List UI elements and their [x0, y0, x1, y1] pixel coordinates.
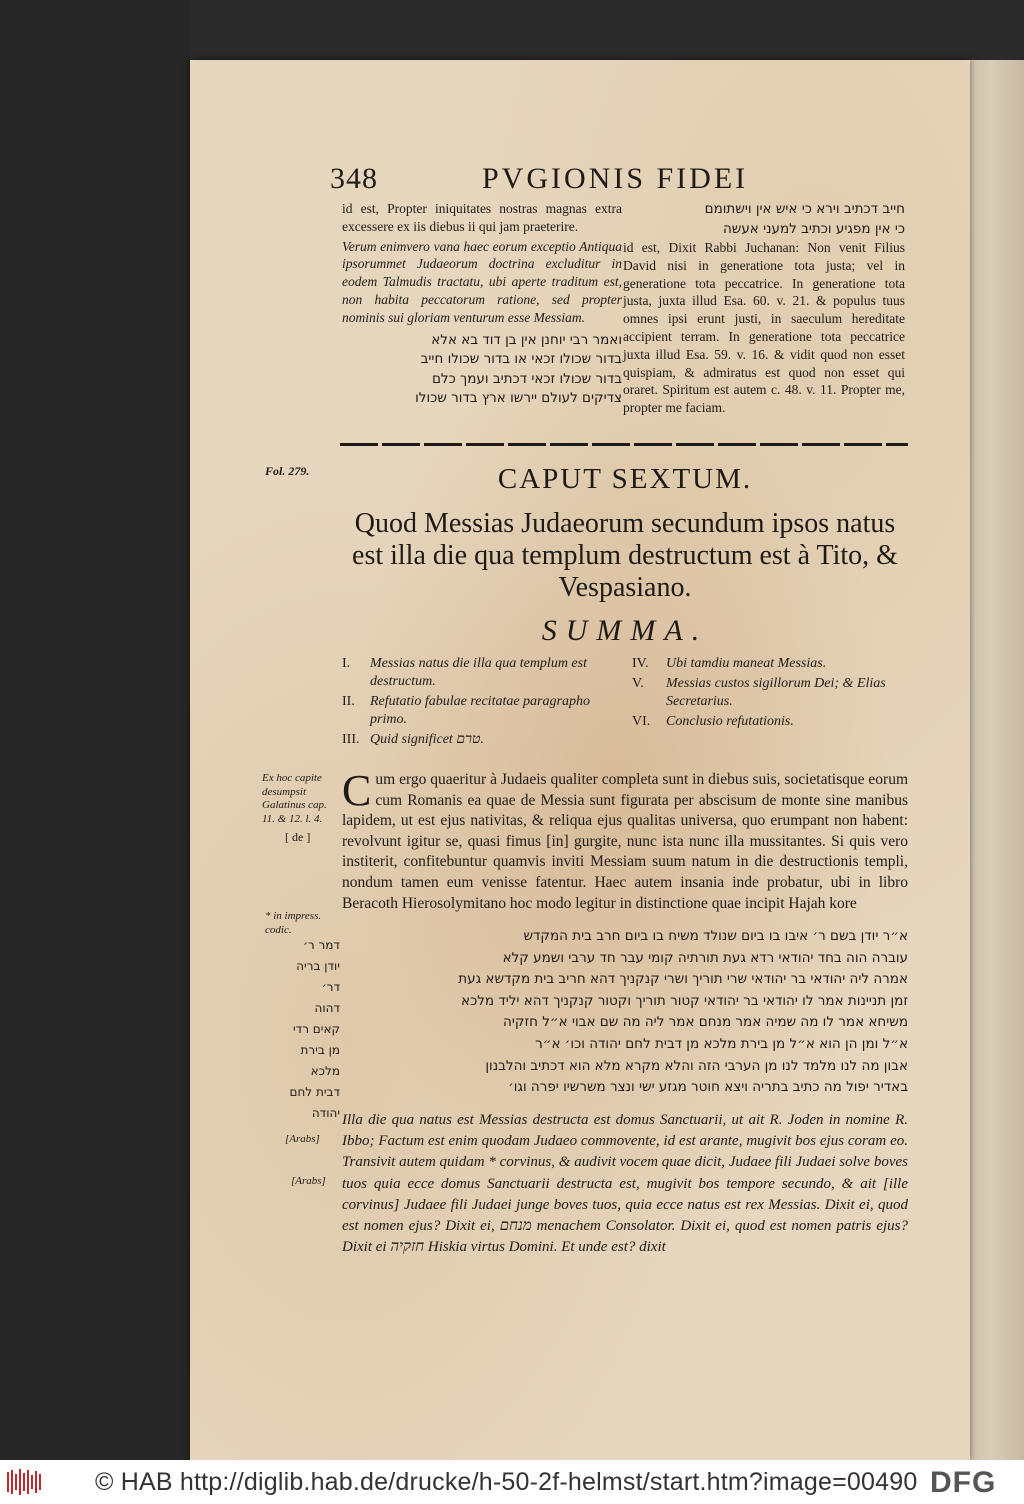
summary-item [342, 731, 627, 749]
running-title: PVGIONIS FIDEI [482, 162, 749, 195]
chapter-title: CAPUT SEXTUM. [497, 463, 753, 495]
hebrew-margin-line: דהוה [314, 1001, 340, 1015]
left-intro: id est, Propter iniquitates nostras magnas extra excessere ex iis diebus ii qui jam praeterire. [342, 201, 622, 234]
summary-num: VI. [632, 714, 651, 729]
summary-num: IV. [632, 656, 649, 671]
left-hebrew-block [342, 331, 622, 409]
summary-text: Messias custos sigillorum Dei; & Elias Secretarius. [666, 676, 886, 709]
hebrew-body-line: זמן תניינות אמר לו יהודאי בר יהודאי קטור תוריך וקטור קנקניך דהא יליד מלכא [461, 992, 908, 1009]
hebrew-body-line: אבון מה לנו מלמד לנו מן הערבי הזה והלא מקרא מלא הוא דכתיב והלבנון [485, 1057, 908, 1074]
hebrew-body-line: א״ר יודן בשם ר׳ איבו בו ביום שנולד משיח בו ביום חרב בית המקדש [523, 928, 908, 944]
hebrew-body-line: באדיר יפול מה כתיב בתריה ויצא חוטר מגזע ישי ונצר משרשיו יפרה וגו׳ [508, 1079, 908, 1096]
drop-cap: C [342, 766, 372, 815]
summary-left-list [342, 655, 627, 751]
dfg-logo: DFG [930, 1466, 997, 1499]
page-edge [970, 60, 1024, 1460]
hebrew-line: צדיקים לעולם יירשו ארץ בדור שכולו [415, 390, 622, 407]
folio-marker: Fol. 279. [265, 464, 310, 478]
hebrew-margin-line: דר׳ [321, 980, 340, 994]
hebrew-line: חייב דכתיב וירא כי איש אין וישתומם [704, 201, 905, 217]
hebrew-margin-line: יודן בריה [296, 959, 340, 973]
hab-logo-icon [6, 1468, 42, 1496]
summary-num: II. [342, 694, 355, 709]
summary-num: III. [342, 732, 360, 747]
hebrew-line: בדור שכולו זכאי או בדור שכולו חייב [420, 351, 622, 368]
hebrew-margin-line: יהודה [311, 1106, 340, 1120]
hebrew-margin-notes [258, 935, 340, 1124]
summary-item [342, 655, 627, 691]
copyright-link[interactable]: © HAB http://diglib.hab.de/drucke/h-50-2f-helmst/start.htm?image=00490 [95, 1468, 918, 1496]
hebrew-margin-line: מן בירת [300, 1043, 340, 1057]
margin-note-arabs: [Arabs] [285, 1133, 320, 1145]
summary-text: Conclusio refutationis. [666, 714, 794, 729]
summary-num: I. [342, 656, 351, 671]
scan-background [0, 0, 190, 1460]
page-number: 348 [330, 162, 378, 195]
hebrew-line: כי אין מפגיע וכתיב למעני אעשה [722, 220, 905, 237]
hebrew-body-line: א״ל ומן הן הוא א״ל מן בירת מלכא מן דבית לחם יהודה וכו׳ א״ר [535, 1035, 908, 1052]
hebrew-body-line: עוברה הוה בחד יהודאי רדא געת תורתיה קומי עבר חד ערבי ושמע קלא [502, 949, 908, 966]
chapter-subtitle: Quod Messias Judaeorum secundum ipsos natus est illa die qua templum destructum est à Tito, & Vespasiano. [352, 508, 898, 603]
hebrew-margin-line: דמר ר׳ [302, 938, 340, 952]
hebrew-line: ואמר רבי יוחנן אין בן דוד בא אלא [431, 331, 622, 348]
summary-num: V. [632, 676, 644, 691]
summary-text: Messias natus die illa qua templum est destructum. [370, 656, 587, 689]
right-text: id est, Dixit Rabbi Juchanan: Non venit Filius David nisi in generatione tota justa; vel in generatione tota peccatrice. In generatione tota justa, juxta illud Esa. 60. v. 21. & populus tuus omnes ipsi erunt justi, in saeculum hereditate accipient terram. In generatione tota peccatrice juxta illud Esa. 59. v. 16. & vidit quod non esset quispiam, & admiratus est quod non esset qui oraret. Spiritum est autem c. 48. v. 11. Propter me, propter me faciam. [623, 240, 905, 416]
summa-heading: SUMMA. [541, 614, 709, 647]
footer-bar [0, 1460, 1024, 1504]
latin-translation: Illa die qua natus est Messias destructa est domus Sanctuarii, ut ait R. Joden in nomine R. Ibbo; Factum est enim quodam Judaeo commovente, id est arante, mugivit bos ejus coram eo. Transivit autem quidam * corvinus, & audivit vocem quae dicit, Judaee fili Judaei solve boves tuos quia ecce domus Sanctuarii destructa est, mugivit bos tempore secundo, & ait [ille corvinus] Judaee fili Judaei junge boves tuos, quia ecce natus est rex Messias. Dixit ei, quod est nomen ejus? Dixit ei, מנחם menachem Consolator. Dixit ei, quod est nomen patris ejus? Dixit ei חזקיה Hiskia virtus Domini. Et unde est? dixit [342, 1112, 909, 1256]
chapter-body [342, 766, 908, 914]
body-paragraph: um ergo quaeritur à Judaeis qualiter completa sunt in diebus suis, societatisque eorum cum Romanis ea quae de Messia sunt figurata per abscisum de monte sine manibus lapidem, ut est ejus nativitas, & reliqua ejus qualitas universa, quo erumpant non habent: revolvunt igitur se, quasi fimus [in] gurgite, nunc ista nunc illa mussitantes. Si quis vero institerit, confitebuntur quamvis inviti Messiam suum natum in die destructionis templi, nondum tamen eum venisse fatentur. Haec autem insania inde probatur, ubi in libro Beracoth Hierosolymitano hoc modo legitur in distinctione quae incipit Hajah kore [342, 771, 908, 912]
hebrew-margin-line: קאים רדי [292, 1022, 340, 1036]
left-column [342, 200, 622, 409]
summary-item [632, 655, 912, 673]
hebrew-body-line: אמרה ליה יהודאי בר יהודאי שרי תוריך ושרי קנקניך דהא חריב בית מקדשא געת [458, 971, 908, 988]
right-hebrew-block [623, 200, 905, 239]
summary-right-list [632, 655, 912, 733]
margin-note-de: [ de ] [285, 830, 311, 844]
summary-text: Refutatio fabulae recitatae paragrapho primo. [370, 694, 590, 727]
right-column [623, 200, 905, 417]
hebrew-margin-line: דבית לחם [289, 1085, 340, 1099]
left-italic-paragraph: Verum enimvero vana haec eorum exceptio Antiqua ipsorummet Judaeorum doctrina excluditur in eodem Talmudis tractatu, ubi aperte traditum est, non habita peccatorum ratione, sed propter nominis sui gloriam venturum esse Messiam. [342, 238, 622, 325]
margin-note-source: Ex hoc capite desumpsit Galatinus cap. 11. & 12. l. 4. [262, 772, 327, 825]
section-divider [340, 443, 908, 446]
summary-item [632, 713, 912, 731]
hebrew-body-line: משיחא אמר לו מה שמיה אמר מנחם אמר ליה מה שם אבוי א״ל חזקיה [503, 1014, 908, 1031]
hebrew-line: בדור שכולו זכאי דכתיב ועמך כלם [431, 370, 622, 387]
summary-text: Quid significet טרם. [370, 732, 484, 747]
hebrew-body-text [342, 926, 908, 1099]
summary-item [632, 675, 912, 711]
summary-item [342, 693, 627, 729]
summary-text: Ubi tamdiu maneat Messias. [666, 656, 827, 671]
margin-note-arabs: [Arabs] [291, 1175, 326, 1187]
margin-note-impress: * in impress. codic. [265, 910, 322, 936]
hebrew-margin-line: מלכא [310, 1064, 340, 1078]
